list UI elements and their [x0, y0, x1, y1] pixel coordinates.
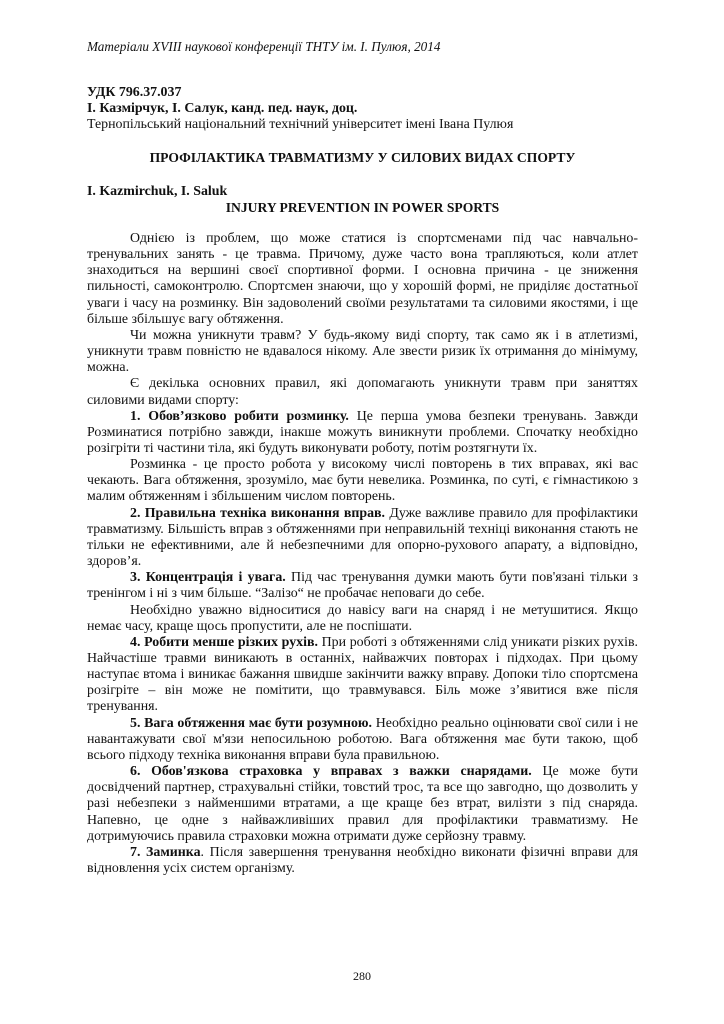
- paragraph-text: Чи можна уникнути травм? У будь-якому виді спорту, так само як і в атлетизмі, уникнути травм повністю не вдавалося нікому. Але звести ризик їх отримання до мінімуму, можна.: [87, 327, 638, 376]
- paragraph-text: Необхідно уважно відноситися до навісу ваги на снаряд і не метушитися. Якщо немає часу, краще щось пропустити, але не поспішати.: [87, 602, 638, 634]
- authors-ua: І. Казмірчук, І. Салук, канд. пед. наук, доц.: [87, 101, 358, 117]
- page-number: 280: [353, 969, 371, 983]
- paragraph-lead: 1. Обов’язково робити розминку.: [130, 408, 349, 424]
- udk-code: УДК 796.37.037: [87, 85, 182, 100]
- authors-en: I. Kazmirchuk, I. Saluk: [87, 183, 228, 199]
- paragraph: [87, 231, 638, 328]
- paragraph-rule-6: [87, 764, 638, 845]
- paragraph-lead: 6. Обов'язкова страховка у вправах з важки снарядами.: [130, 764, 532, 780]
- paragraph-rule-2: [87, 506, 638, 571]
- paragraph-text: Дуже важливе правило для профілактики травматизму. Більшість вправ з обтяженнями при неправильній техніці виконання стають не тільки не ефективними, але й небезпечними для опорно-рухового апарату, а відповідно, здоров’я.: [87, 505, 638, 570]
- paragraph-text: Однією із проблем, що може статися із спортсменами під час навчально-тренувальних занять - це травма. Причому, дуже часто вона трапляються, коли атлет знаходиться на вершині своєї спортивної форми. І основна причина - це зниження пильності, самоконтролю. Спортсмен знаючи, що у хорошій формі, не приділяє достатньої уваги і часу на розминку. Він задоволений своїми результатами та силовими якостями, і ще більше збільшує вагу обтяження.: [87, 230, 638, 327]
- paragraph-text: Є декілька основних правил, які допомагають уникнути травм при заняттях силовими видами спорту:: [87, 376, 638, 408]
- paragraph-text: Під час тренування думки мають бути пов'язані тільки з тренінгом і ні з чим більше. “Залізо“ не пробачає неповаги до себе.: [87, 570, 638, 602]
- article-content: [87, 85, 638, 877]
- paragraph-rule-4: [87, 635, 638, 716]
- paragraph-text: Це може бути досвідчений партнер, страхувальні стійки, товстий трос, та все що завгодно, що дозволить у разі небезпеки з найменшими втратами, а ще краще без втрат, вилізти з під снаряда. Напевно, це одне з найважливіших правил для профілактики травматизму. Не дотримуючись правила страховки можна отримати дуже серйозну травму.: [87, 764, 638, 844]
- paragraph-lead: 4. Робити менше різких рухів.: [130, 634, 318, 650]
- paragraph-text: При роботі з обтяженнями слід уникати різких рухів. Найчастіше травми виникають в останніх, найважчих повторах і підходах. При цьому наступає втома і виникає бажання швидше закінчити важку вправу. Допоки тіло спортсмена розігріте – він може не помітити, що травмувався. Біль може з’явитися вже після тренування.: [87, 634, 639, 715]
- paragraph-text: Необхідно реально оцінювати свої сили і не навантажувати свої м'язи непосильною роботою. Вага обтяження має бути такою, щоб всього підходу техніка виконання вправи була правильною.: [87, 715, 639, 763]
- paragraph-rule-3: [87, 570, 638, 602]
- running-header: Матеріали XVIII наукової конференції ТНТУ ім. І. Пулюя, 2014: [87, 39, 441, 54]
- paragraph: [87, 457, 638, 505]
- paragraph-lead: 2. Правильна техніка виконання вправ.: [130, 505, 385, 521]
- paragraph-rule-7: [87, 845, 638, 877]
- paragraph-lead: 5. Вага обтяження має бути розумною.: [130, 715, 372, 731]
- title-en: INJURY PREVENTION IN POWER SPORTS: [225, 199, 500, 215]
- affiliation: Тернопільський національний технічний університет імені Івана Пулюя: [87, 117, 514, 133]
- paragraph-text: . Після завершення тренування необхідно виконати фізичні вправи для відновлення усіх систем організму.: [87, 844, 638, 877]
- paragraph-text: Розминка - це просто робота у високому числі повторень в тих вправах, які вас чекають. Вага обтяження, зрозуміло, має бути невелика. Розминка, по суті, є гімнастикою з малим обтяженням і збільшеним числом повторень.: [87, 457, 638, 505]
- paragraph-lead: 3. Концентрація і увага.: [130, 570, 286, 586]
- paragraph-lead: 7. Заминка: [130, 844, 201, 860]
- paragraph-text: Це перша умова безпеки тренувань. Завжди Розминатися потрібно завжди, інакше можуть виникнути проблеми. Спочатку необхідно розігріти ті частини тіла, які будуть виконувати роботу, потім розтягнути їх.: [87, 408, 638, 456]
- paragraph: [87, 603, 638, 635]
- title-ua: ПРОФІЛАКТИКА ТРАВМАТИЗМУ У СИЛОВИХ ВИДАХ СПОРТУ: [149, 150, 576, 166]
- paragraph: [87, 328, 638, 376]
- paragraph: [87, 376, 638, 408]
- paragraph-rule-5: [87, 716, 638, 764]
- paragraph-rule-1: [87, 409, 638, 457]
